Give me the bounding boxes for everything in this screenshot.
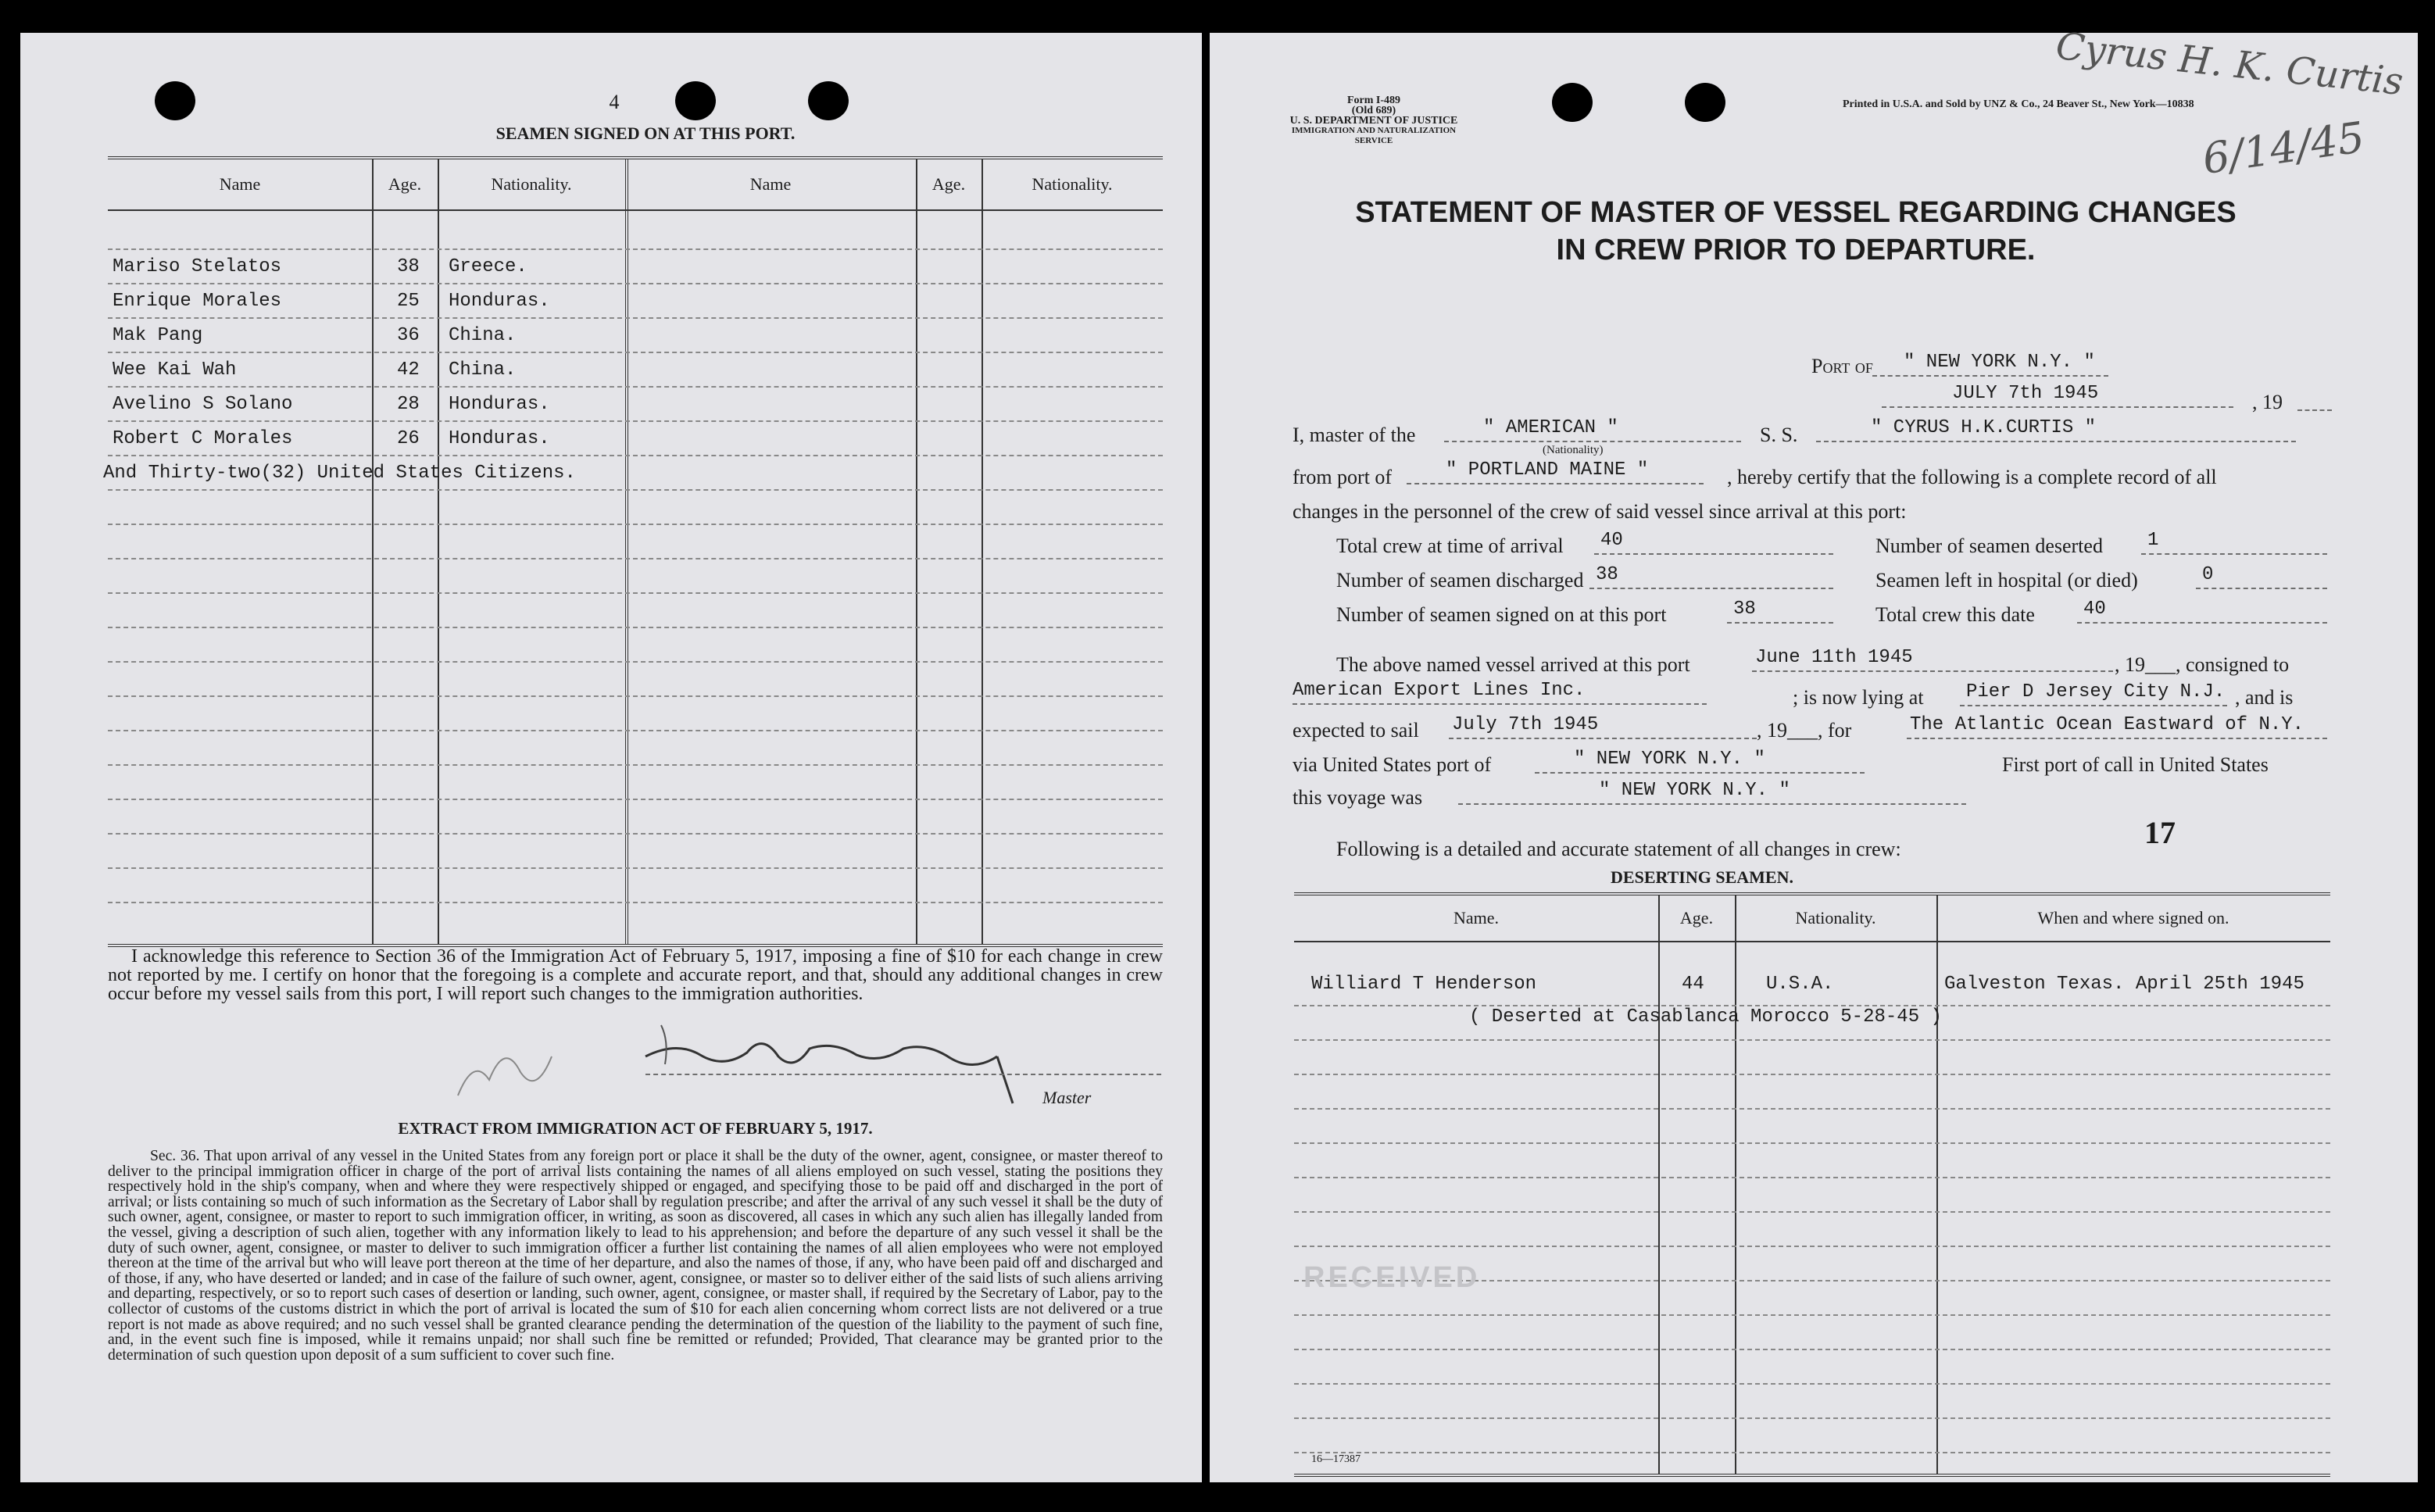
deserting-seamen-table [1294,892,2330,1477]
table-row-nationality: Honduras. [449,291,550,312]
consignee-value: American Export Lines Inc. [1293,680,1707,705]
deserter-name: Williard T Henderson [1311,974,1537,995]
table-row-name: Mak Pang [113,325,203,346]
table-row-nationality: China. [449,325,517,346]
punch-hole [1552,83,1593,122]
master-signature [630,1010,1036,1119]
for-value: The Atlantic Ocean Eastward of N.Y. [1907,714,2327,739]
extract-body: Sec. 36. That upon arrival of any vessel in the United States from any foreign port or place it shall be the duty of the owner, agent, consignee, or master thereof to deliver to the principal immigration officer in charge of the port of arrival lists containing the names of all aliens employed on such vessel, stating the positions they respectively hold in the ship's company, when and where they were respectively shipped or engaged, and specifying those to be paid off and discharged in the port of arrival; or lists containing so much of such information as the Secretary of Labor shall by regulation prescribe; and after the arrival of any such vessel it shall be the duty of such owner, agent, consignee, or master to report to such immigration officer, in writing, as soon as discovered, all cases in which any such alien has illegally landed from the vessel, giving a description of such alien, together with any information likely to lead to his apprehension; and before the departure of any such vessel it shall be the duty of such owner, agent, consignee, or master to deliver to such immigration officer a further list containing the names of all alien employees who were not employed thereon at the time of the arrival but who will leave port thereon at the time of her departure, and also the names of those, if any, who have been paid off and discharged and of those, if any, who have deserted or landed; and in case of the failure of such owner, agent, consignee, or master so to deliver either of the said lists of such aliens arriving and departing, respectively, or so to report such cases of desertion or landing, such owner, agent, consignee, or master shall, if required by the Secretary of Labor, pay to the collector of customs of the customs district in which the port of arrival is located the sum of $10 for each alien concerning whom correct lists are not delivered or a true report is not made as above required; and no such vessel shall be granted clearance pending the determination of the question of the liability to the payment of such fine, and, in the event such fine is imposed, while it remains unpaid; nor shall such fine be remitted or refunded; Provided, That clearance may be granted prior to the determination of such question upon deposit of a sum sufficient to cover such fine. [108,1148,1163,1364]
hospital-value: 0 [2196,564,2327,589]
title-line-2: IN CREW PRIOR TO DEPARTURE. [1556,234,2036,266]
table-row-name: Avelino S Solano [113,394,293,415]
following-text: Following is a detailed and accurate statement of all changes in crew: [1336,838,1901,860]
expected-label: expected to sail [1293,719,1419,742]
deserted-label: Number of seamen deserted [1875,534,2103,557]
arrived-value: June 11th 1945 [1752,647,2113,672]
initials-scrawl [442,1025,567,1111]
statement-title [1249,194,2343,269]
sheet-number: 17 [2144,815,2176,850]
col-header-name: Name [219,174,261,194]
form-footer-number: 16—17387 [1311,1453,1361,1465]
lying-value: Pier D Jersey City N.J. [1960,681,2227,706]
total-crew-date-value: 40 [2077,599,2327,624]
deserting-seamen-title: DESERTING SEAMEN. [1611,867,1793,887]
signed-on-value: 38 [1727,599,1833,624]
service-name: IMMIGRATION AND NATURALIZATION SERVICE [1291,126,1457,145]
form-header [1272,95,1475,146]
form-old-number: (Old 689) [1351,105,1396,116]
deserter-nationality: U.S.A. [1766,974,1834,995]
handwritten-ship-name: Cyrus H. K. Curtis [2054,23,2405,105]
col-header-nationality: Nationality. [1795,908,1876,928]
received-stamp: RECEIVED [1303,1261,1481,1294]
acknowledgement-text: I acknowledge this reference to Section 36 of the Immigration Act of February 5, 1917, imposing a fine of $10 for each change in crew not reported by me. I certify on honor that the foregoing is a complete and accurate report, and that, should any additional changes in crew occur before my vessel sails from this port, I will report such changes to the immigration authorities. [108,946,1163,1004]
form-number: Form I-489 [1346,95,1401,106]
via-value: " NEW YORK N.Y. " [1535,749,1865,774]
from-port-value: " PORTLAND MAINE " [1407,459,1704,484]
punch-hole [675,81,716,120]
nationality-value: " AMERICAN " [1444,417,1741,442]
voyage-value: " NEW YORK N.Y. " [1458,780,1966,805]
year-prefix: , 19 [2252,391,2283,413]
col-header-age-2: Age. [931,174,966,194]
printer-line: Printed in U.S.A. and Sold by UNZ & Co., 24 Beaver St., New York—10838 [1843,98,2194,110]
table-row-nationality: Honduras. [449,394,550,415]
for-label: , 19___, for [1757,719,1852,742]
deserter-signed-on: Galveston Texas. April 25th 1945 [1944,974,2304,995]
page-number: 4 [609,91,620,113]
total-crew-date-label: Total crew this date [1875,603,2035,626]
signed-on-table [103,156,1163,947]
table-row-name: Mariso Stelatos [113,256,282,277]
master-of-label: I, master of the [1293,424,1416,446]
master-label: Master [1042,1088,1092,1107]
punch-hole [155,81,195,120]
discharged-label: Number of seamen discharged [1336,569,1584,592]
table-row-age: 42 [397,359,420,381]
table-row-nationality: China. [449,359,517,381]
consigned-label: , 19___, consigned to [2115,653,2290,676]
voyage-label: this voyage was [1293,786,1423,809]
department-name: U. S. DEPARTMENT OF JUSTICE [1289,115,1458,127]
deserter-note: ( Deserted at Casablanca Morocco 5-28-45 ) [1469,1006,1942,1028]
punch-hole [808,81,849,120]
col-header-name-2: Name [749,174,792,194]
from-port-label: from port of [1293,466,1393,488]
col-header-nationality-2: Nationality. [1032,174,1113,194]
col-header-signed-on: When and where signed on. [2037,908,2229,928]
punch-hole [1685,83,1725,122]
discharged-value: 38 [1589,564,1833,589]
ship-name-value: " CYRUS H.K.CURTIS " [1816,417,2296,442]
col-header-nationality: Nationality. [491,174,572,194]
table-row-age: 28 [397,394,420,415]
table-row-age: 38 [397,256,420,277]
lying-label: ; is now lying at [1793,686,1924,709]
right-page [1210,23,2418,1482]
col-header-age: Age. [388,174,422,194]
title-line-1: STATEMENT OF MASTER OF VESSEL REGARDING CHANGES [1355,196,2237,229]
table-row-age: 36 [397,325,420,346]
deserter-age: 44 [1682,974,1704,995]
table-row-name: Robert C Morales [113,428,293,449]
arrived-label: The above named vessel arrived at this port [1336,653,1690,676]
table-row-name: Enrique Morales [113,291,282,312]
col-header-age: Age. [1679,908,1714,928]
table-row-age: 26 [397,428,420,449]
handwritten-date: 6/14/45 [2199,112,2368,184]
table-row-nationality: Honduras. [449,428,550,449]
and-is-text: , and is [2235,686,2294,709]
changes-text: changes in the personnel of the crew of said vessel since arrival at this port: [1293,500,1907,523]
citizens-note: And Thirty-two(32) United States Citizens. [103,463,576,484]
total-crew-arrival-label: Total crew at time of arrival [1336,534,1564,557]
port-label: Port of [1811,355,1873,377]
left-page [20,33,1202,1482]
port-value: " NEW YORK N.Y. " [1872,352,2108,377]
col-header-name: Name. [1453,908,1500,928]
nationality-caption: (Nationality) [1543,444,1604,456]
total-crew-arrival-value: 40 [1594,530,1833,555]
certify-text: , hereby certify that the following is a complete record of all [1727,466,2217,488]
signed-on-label: Number of seamen signed on at this port [1336,603,1667,626]
deserted-value: 1 [2141,530,2327,555]
extract-title: EXTRACT FROM IMMIGRATION ACT OF FEBRUARY 5, 1917. [398,1119,873,1138]
table-row-nationality: Greece. [449,256,527,277]
expected-value: July 7th 1945 [1449,714,1757,739]
via-label: via United States port of [1293,753,1492,776]
hospital-label: Seamen left in hospital (or died) [1875,569,2138,592]
seamen-signed-title: SEAMEN SIGNED ON AT THIS PORT. [495,123,796,143]
table-row-name: Wee Kai Wah [113,359,237,381]
table-row-age: 25 [397,291,420,312]
ss-label: S. S. [1760,424,1798,446]
first-port-label: First port of call in United States [2002,753,2269,776]
date-value: JULY 7th 1945 [1882,383,2233,408]
